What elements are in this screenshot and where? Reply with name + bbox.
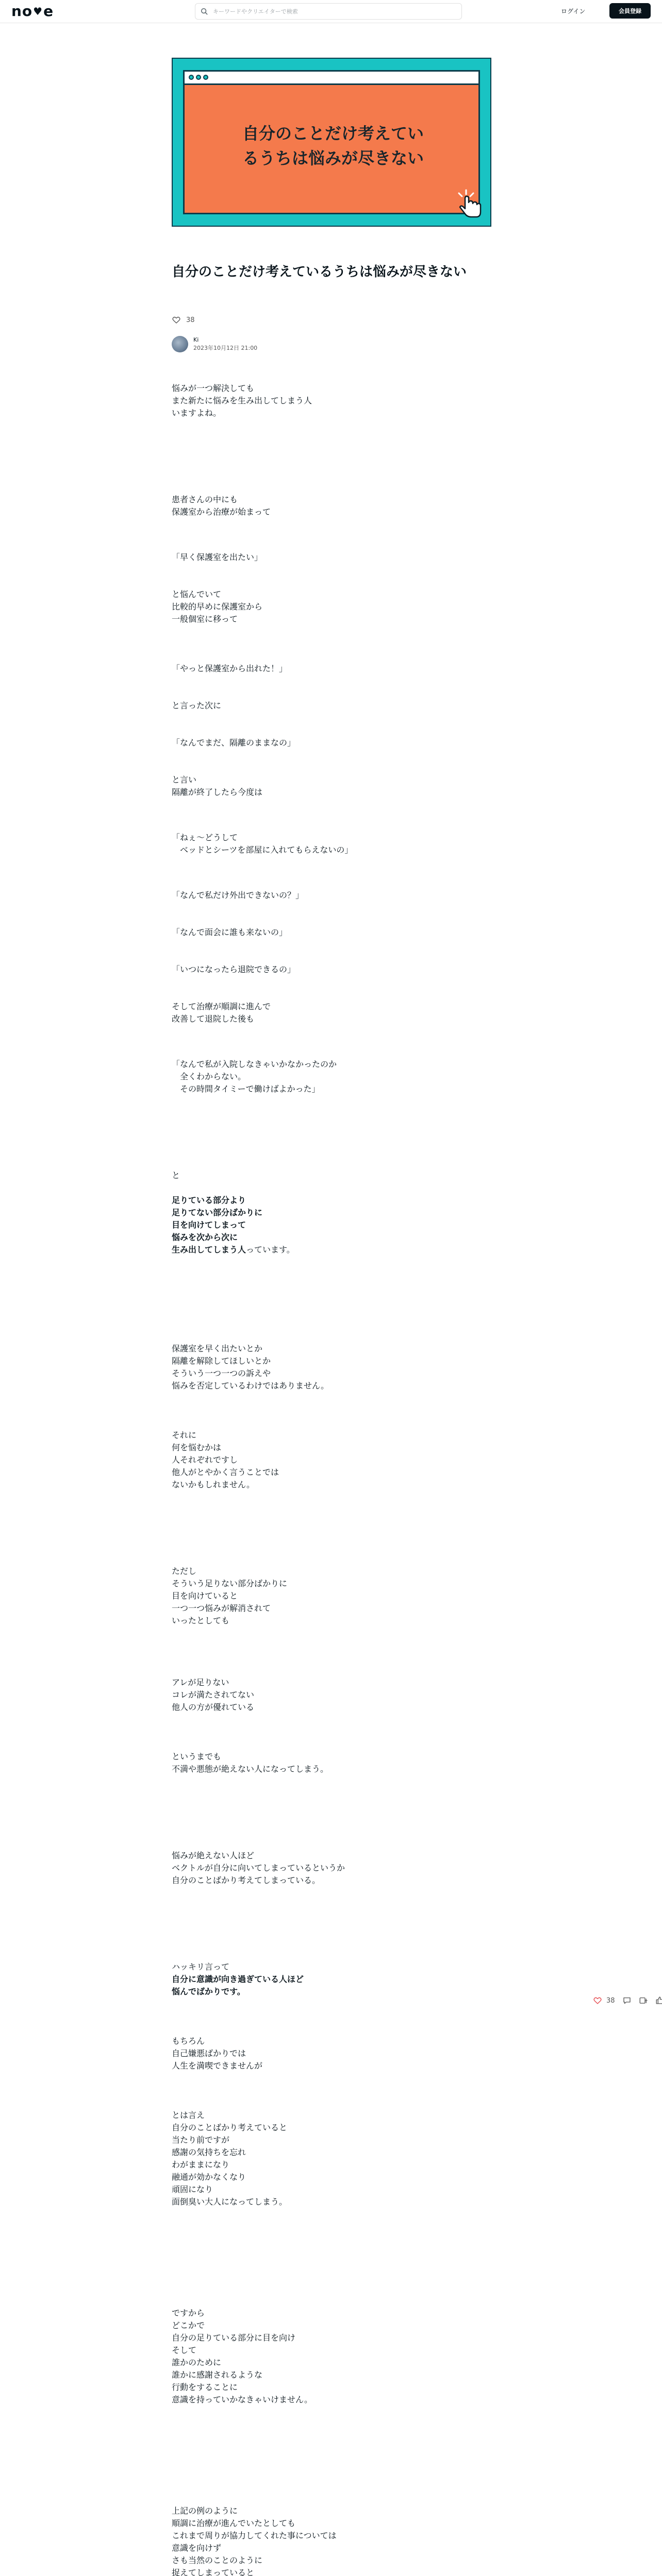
- body-line: 「早く保護室を出たい」: [172, 552, 263, 562]
- window-dot: [203, 75, 208, 80]
- body-line: 人生を満喫できませんが: [172, 2061, 263, 2071]
- body-line: 誰かのために: [172, 2358, 222, 2367]
- body-line: 上記の例のように: [172, 2506, 238, 2516]
- body-line: そして: [172, 2345, 197, 2355]
- body-paragraph: [172, 2307, 491, 2406]
- body-line: 保護室から治療が始まって: [172, 507, 271, 517]
- body-line: また新たに悩みを生み出してしまう人: [172, 396, 312, 405]
- body-paragraph: [172, 2505, 491, 2576]
- body-paragraph: [172, 663, 491, 675]
- bookmark-button[interactable]: [639, 1996, 648, 2005]
- body-paragraph: [172, 737, 491, 749]
- body-line: 「なんでまだ、隔離のままなの」: [172, 738, 296, 748]
- article-title: 自分のことだけ考えているうちは悩みが尽きない: [172, 264, 467, 280]
- author-meta: [193, 336, 257, 352]
- comment-button[interactable]: [622, 1996, 632, 2005]
- body-line: 一つ一つ悩みが解消されて: [172, 1603, 271, 1613]
- signup-button[interactable]: 会員登録: [609, 3, 651, 19]
- window-dot: [196, 75, 201, 80]
- floating-like-count: 38: [606, 1996, 615, 2005]
- top-header: [0, 0, 662, 23]
- body-line: さも当然のことのように: [172, 2555, 263, 2565]
- body-paragraph: [172, 1973, 491, 1998]
- body-line-bold-part: 生み出してしまう人: [172, 1245, 246, 1255]
- body-paragraph: [172, 926, 491, 939]
- like-summary[interactable]: [172, 315, 195, 325]
- body-line: 「なんで私だけ外出できないの？」: [172, 890, 304, 900]
- body-line: そういう一つ一つの訴えや: [172, 1368, 271, 1378]
- body-line: ベクトルが自分に向いてしまっているというか: [172, 1863, 345, 1873]
- eyecatch-text-line: るうちは悩みが尽きない: [242, 148, 424, 168]
- body-line: 「なんで面会に誰も来ないの」: [172, 927, 288, 937]
- body-line: 当たり前ですが: [172, 2135, 230, 2145]
- thumbs-up-icon: [655, 1996, 662, 2005]
- body-line-bold: 目を向けてしまって: [172, 1220, 246, 1230]
- body-paragraph: [172, 1850, 491, 1887]
- body-line: 捉えてしまっていると: [172, 2568, 255, 2576]
- body-paragraph: [172, 2035, 491, 2072]
- body-line: 他人がとやかく言うことでは: [172, 1467, 279, 1477]
- body-line: 自己嫌悪ばかりでは: [172, 2048, 246, 2058]
- body-line: 行動をすることに: [172, 2382, 238, 2392]
- heart-outline-icon: [172, 315, 181, 325]
- body-line: ハッキリ言って: [172, 1962, 230, 1972]
- body-line: 他人の方が優れている: [172, 1702, 255, 1712]
- publish-date: 2023年10月12日 21:00: [193, 345, 258, 351]
- body-line: ベッドとシーツを部屋に入れてもらえないの」: [172, 845, 353, 855]
- search-box[interactable]: [195, 3, 462, 20]
- body-line: いますよね。: [172, 408, 222, 418]
- body-line-bold: 足りている部分より: [172, 1195, 246, 1205]
- body-line: と: [172, 1171, 180, 1180]
- body-line: ただし: [172, 1566, 197, 1576]
- body-line: 改善して退院した後も: [172, 1014, 255, 1024]
- body-paragraph: [172, 494, 491, 518]
- body-line: 悩みを否定しているわけではありません。: [172, 1381, 329, 1391]
- note-logo[interactable]: [11, 3, 54, 20]
- body-paragraph: [172, 832, 491, 856]
- body-line: 意識を持っていかなきゃいけません。: [172, 2395, 312, 2404]
- body-paragraph: [172, 1751, 491, 1775]
- body-paragraph: [172, 700, 491, 712]
- avatar[interactable]: [172, 336, 188, 352]
- eyecatch-image: [172, 58, 491, 227]
- body-paragraph: [172, 382, 491, 419]
- body-line: 意識を向けず: [172, 2543, 222, 2553]
- body-line: アレが足りない: [172, 1677, 229, 1687]
- eyecatch-window-graphic: [183, 70, 480, 214]
- heart-outline-icon: [593, 1996, 602, 2005]
- like-count: 38: [186, 316, 195, 324]
- body-line: いったとしても: [172, 1616, 230, 1625]
- body-paragraph: [172, 963, 491, 976]
- body-line: 悩みが絶えない人ほど: [172, 1851, 255, 1860]
- body-line: 隔離を解除してほしいとか: [172, 1356, 271, 1366]
- body-line: わがままになり: [172, 2160, 230, 2170]
- body-line: 面倒臭い大人になってしまう。: [172, 2197, 288, 2207]
- author-name[interactable]: Ki: [193, 336, 199, 343]
- body-line: 悩みが一つ解決しても: [172, 383, 255, 393]
- login-link[interactable]: ログイン: [561, 8, 586, 15]
- body-paragraph: [172, 551, 491, 564]
- body-line: コレが満たされてない: [172, 1690, 255, 1700]
- body-line: 「ねぇ〜どうして: [172, 833, 238, 842]
- body-line: その時間タイミーで働けばよかった」: [172, 1084, 320, 1094]
- body-line: とは言え: [172, 2110, 205, 2120]
- body-line: そして治療が順調に進んで: [172, 1002, 271, 1011]
- body-paragraph: [172, 889, 491, 902]
- body-line: 患者さんの中にも: [172, 495, 238, 504]
- body-line: 比較的早めに保護室から: [172, 602, 263, 612]
- hand-cursor-icon: [455, 188, 486, 219]
- body-line: 誰かに感謝されるような: [172, 2370, 263, 2380]
- body-line: 自分のことばかり考えてしまっている。: [172, 1875, 321, 1885]
- body-line: 「いつになったら退院できるの」: [172, 964, 296, 974]
- body-line: 全くわからない。: [172, 1072, 246, 1081]
- body-line: 人それぞれですし: [172, 1455, 238, 1465]
- body-line: もちろん: [172, 2036, 205, 2046]
- heart-logo-mark: ♥: [33, 5, 43, 18]
- body-line-bold: 足りてない部分ばかりに: [172, 1208, 263, 1217]
- body-paragraph: [172, 1170, 491, 1182]
- eyecatch-window-titlebar: [185, 72, 478, 85]
- body-paragraph: [172, 1429, 491, 1491]
- body-paragraph: [172, 774, 491, 799]
- floating-action-bar: [593, 1996, 662, 2005]
- logo-letter-e: e: [43, 3, 54, 20]
- body-line: 何を悩むかは: [172, 1443, 222, 1452]
- body-line: 隔離が終了したら今度は: [172, 787, 263, 797]
- body-line-bold: 自分に意識が向き過ぎている人ほど: [172, 1974, 304, 1984]
- comment-icon: [622, 1996, 632, 2005]
- body-paragraph: [172, 1565, 491, 1627]
- eyecatch-text: [216, 121, 451, 171]
- body-line: これまで周りが協力してくれた事については: [172, 2531, 337, 2540]
- body-paragraph: [172, 1194, 491, 1244]
- body-line: 「やっと保護室から出れた！」: [172, 664, 288, 673]
- body-line: 一般個室に移って: [172, 614, 238, 624]
- body-line: ですから: [172, 2308, 205, 2318]
- body-line: というまでも: [172, 1752, 222, 1761]
- author-info[interactable]: [172, 336, 257, 352]
- bookmark-icon: [639, 1996, 648, 2005]
- window-dot: [189, 75, 194, 80]
- like-button[interactable]: [593, 1996, 615, 2005]
- body-line: 順調に治療が進んでいたとしても: [172, 2518, 296, 2528]
- body-line-tail: っています。: [246, 1245, 295, 1255]
- logo-letters: no: [11, 3, 33, 20]
- body-line: 融通が効かなくなり: [172, 2172, 246, 2182]
- body-line: 「なんで私が入院しなきゃいかなかったのか: [172, 1059, 337, 1069]
- body-paragraph: [172, 1343, 491, 1392]
- body-line: と悩んでいて: [172, 589, 222, 599]
- body-paragraph: [172, 1001, 491, 1025]
- body-line: 自分のことばかり考えていると: [172, 2123, 288, 2132]
- body-paragraph: [172, 1676, 491, 1714]
- body-paragraph: [172, 1244, 491, 1256]
- body-line: と言った次に: [172, 701, 222, 710]
- eyecatch-text-line: 自分のことだけ考えてい: [242, 124, 424, 143]
- body-line: ないかもしれません。: [172, 1480, 255, 1489]
- body-paragraph: [172, 1058, 491, 1095]
- body-line-bold: 悩みを次から次に: [172, 1232, 238, 1242]
- body-line: 保護室を早く出たいとか: [172, 1344, 263, 1353]
- body-line-bold: 悩んでばかりです。: [172, 1987, 245, 1996]
- body-line: 自分の足りている部分に目を向け: [172, 2333, 296, 2343]
- body-line: と言い: [172, 775, 197, 785]
- search-input[interactable]: [212, 8, 456, 15]
- body-line: そういう足りない部分ばかりに: [172, 1579, 288, 1588]
- body-paragraph: [172, 588, 491, 625]
- thumb-button[interactable]: [655, 1996, 662, 2005]
- body-paragraph: [172, 1961, 491, 1973]
- body-line: それに: [172, 1430, 197, 1440]
- search-icon: [201, 8, 208, 15]
- body-line-bold: [172, 1244, 491, 1256]
- body-line: 感謝の気持ちを忘れ: [172, 2147, 246, 2157]
- body-line: どこかで: [172, 2320, 205, 2330]
- body-line: 不満や悪態が絶えない人になってしまう。: [172, 1764, 329, 1774]
- body-paragraph: [172, 2109, 491, 2208]
- body-line: 頑固になり: [172, 2184, 213, 2194]
- body-line: 目を向けていると: [172, 1591, 238, 1601]
